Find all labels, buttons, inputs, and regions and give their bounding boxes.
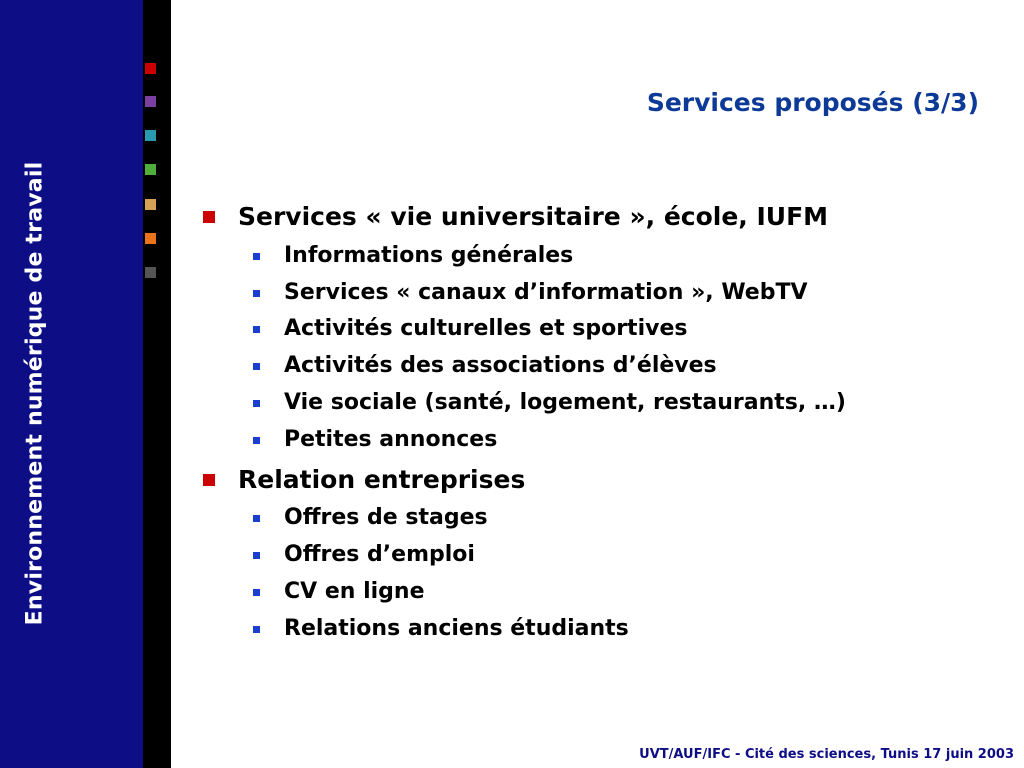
level2-bullet-icon bbox=[253, 552, 260, 559]
list-item-level2: Activités culturelles et sportives bbox=[284, 316, 688, 341]
list-item-level2: Informations générales bbox=[284, 243, 574, 268]
list-item-level2: Petites annonces bbox=[284, 427, 498, 452]
sidebar-title: Environnement numérique de travail bbox=[22, 161, 48, 625]
level2-bullet-icon bbox=[253, 363, 260, 370]
list-item-level2: Services « canaux d’information », WebTV bbox=[284, 280, 808, 305]
level1-bullet-icon bbox=[203, 474, 215, 486]
slide-title: Services proposés (3/3) bbox=[646, 88, 979, 117]
level2-bullet-icon bbox=[253, 437, 260, 444]
level2-bullet-icon bbox=[253, 253, 260, 260]
list-item-level2: CV en ligne bbox=[284, 579, 425, 604]
list-item-level2: Offres d’emploi bbox=[284, 542, 475, 567]
level2-bullet-icon bbox=[253, 589, 260, 596]
list-item-level1: Services « vie universitaire », école, IUFM bbox=[238, 202, 829, 231]
list-item-level2: Vie sociale (santé, logement, restaurants, …) bbox=[284, 390, 846, 415]
list-item-level1: Relation entreprises bbox=[238, 465, 526, 494]
list-item-level2: Activités des associations d’élèves bbox=[284, 353, 717, 378]
list-item-level2: Relations anciens étudiants bbox=[284, 616, 629, 641]
level2-bullet-icon bbox=[253, 400, 260, 407]
footer-text: UVT/AUF/IFC - Cité des sciences, Tunis 17 juin 2003 bbox=[639, 747, 1014, 762]
level2-bullet-icon bbox=[253, 626, 260, 633]
list-item-level2: Offres de stages bbox=[284, 505, 488, 530]
level2-bullet-icon bbox=[253, 515, 260, 522]
level2-bullet-icon bbox=[253, 290, 260, 297]
level2-bullet-icon bbox=[253, 326, 260, 333]
level1-bullet-icon bbox=[203, 211, 215, 223]
